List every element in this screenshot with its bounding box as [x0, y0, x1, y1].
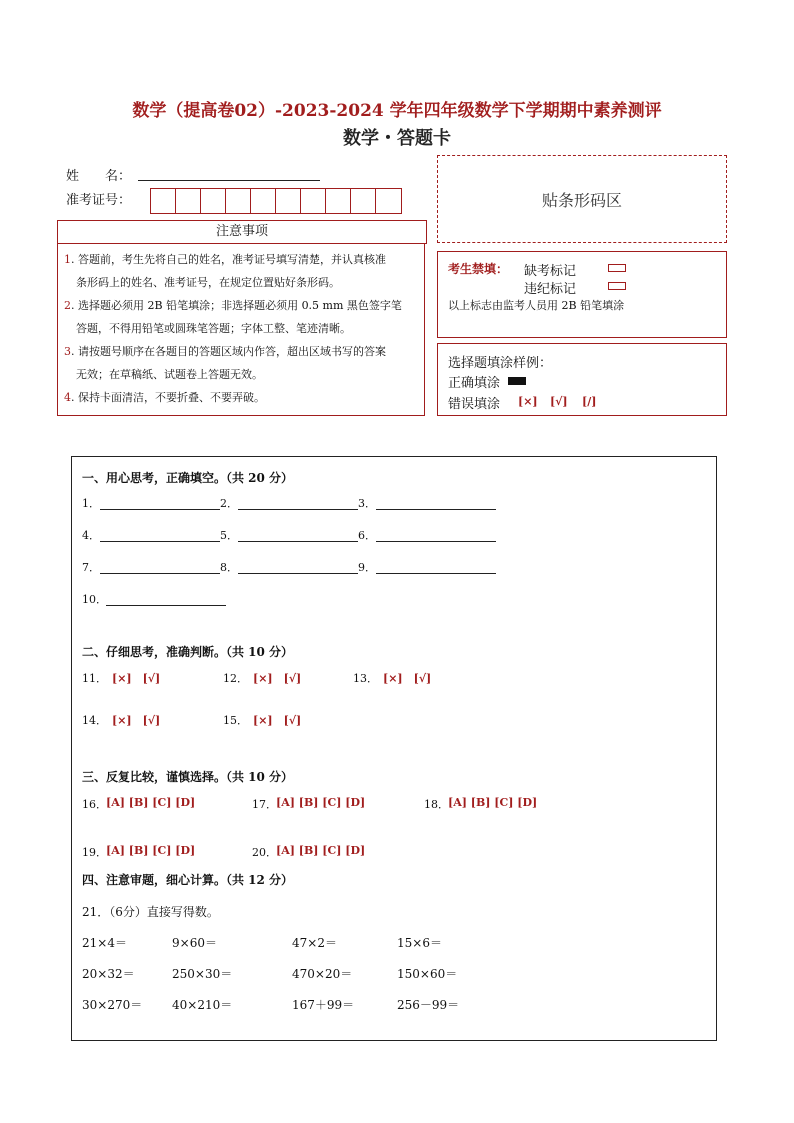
calc-item: 47×2＝: [292, 936, 337, 950]
blank-line[interactable]: [376, 573, 496, 574]
wrong-fill-mark: [√]: [550, 395, 568, 408]
calc-item: 470×20＝: [292, 967, 353, 981]
judge-options[interactable]: [×] [√]: [112, 672, 161, 685]
blank-line[interactable]: [238, 541, 358, 542]
violation-mark-box[interactable]: [608, 282, 626, 290]
question-number: 19．: [82, 846, 107, 859]
examinee-forbidden-box: [437, 251, 727, 338]
blank-number: 5．: [220, 529, 238, 542]
question-21: 21．（6分）直接写得数。: [82, 905, 219, 919]
blank-number: 3．: [358, 497, 376, 510]
notice-text: . 保持卡面清洁，不要折叠、不要弄破。: [71, 391, 265, 404]
choice-options[interactable]: [A] [B] [C] [D]: [448, 796, 538, 809]
notice-num: 4: [64, 391, 71, 404]
forbid-label: 考生禁填：: [448, 262, 509, 276]
question-number: 14．: [82, 714, 107, 727]
notice-num: 1: [64, 253, 71, 266]
calc-item: 15×6＝: [397, 936, 442, 950]
notice-heading: 注意事项: [57, 220, 427, 244]
question-number: 17．: [252, 798, 277, 811]
question-number: 11．: [82, 672, 107, 685]
section-2-title: 二、仔细思考，准确判断。（共 10 分）: [82, 645, 294, 659]
section-3-title: 三、反复比较，谨慎选择。（共 10 分）: [82, 770, 294, 784]
blank-line[interactable]: [100, 509, 220, 510]
id-digit-box[interactable]: [276, 189, 301, 213]
page-title: 数学（提高卷02）-2023-2024 学年四年级数学下学期期中素养测评: [132, 101, 662, 121]
judge-options[interactable]: [×] [√]: [383, 672, 432, 685]
notice-text: . 请按题号顺序在各题目的答题区域内作答，超出区域书写的答案: [71, 345, 386, 358]
question-number: 18．: [424, 798, 449, 811]
question-number: 15．: [223, 714, 248, 727]
notice-item: [64, 294, 418, 317]
blank-number: 2．: [220, 497, 238, 510]
notice-box: [57, 243, 425, 416]
notice-text: . 答题前，考生先将自己的姓名，准考证号填写清楚，并认真核准: [71, 253, 386, 266]
notice-text: . 选择题必须用 2B 铅笔填涂；非选择题必须用 0.5 mm 黑色签字笔: [71, 299, 402, 312]
notice-item: [64, 340, 418, 363]
wrong-fill-mark: [×]: [518, 395, 538, 408]
id-digit-box[interactable]: [176, 189, 201, 213]
calc-item: 167＋99＝: [292, 998, 355, 1012]
question-number: 13．: [353, 672, 378, 685]
blank-number: 1．: [82, 497, 100, 510]
blank-line[interactable]: [376, 541, 496, 542]
blank-line[interactable]: [238, 573, 358, 574]
notice-item: [64, 386, 418, 409]
id-label: 准考证号：: [66, 193, 132, 208]
judge-options[interactable]: [×] [√]: [253, 672, 302, 685]
judge-options[interactable]: [×] [√]: [112, 714, 161, 727]
blank-line[interactable]: [100, 541, 220, 542]
blank-line[interactable]: [100, 573, 220, 574]
id-digit-box[interactable]: [326, 189, 351, 213]
blank-number: 4．: [82, 529, 100, 542]
notice-num: 2: [64, 299, 71, 312]
question-number: 20．: [252, 846, 277, 859]
barcode-label: 贴条形码区: [541, 190, 622, 210]
notice-item: [64, 248, 418, 271]
notice-item-cont: 答题，不得用铅笔或圆珠笔答题；字体工整、笔迹清晰。: [76, 322, 351, 335]
question-number: 16．: [82, 798, 107, 811]
notice-num: 3: [64, 345, 71, 358]
calc-item: 40×210＝: [172, 998, 233, 1012]
calc-item: 9×60＝: [172, 936, 217, 950]
absent-mark-label: 缺考标记: [524, 264, 577, 279]
blank-line[interactable]: [106, 605, 226, 606]
barcode-area: [437, 155, 727, 243]
id-digit-box[interactable]: [301, 189, 326, 213]
choice-options[interactable]: [A] [B] [C] [D]: [106, 844, 196, 857]
forbid-note: 以上标志由监考人员用 2B 铅笔填涂: [448, 299, 625, 312]
id-digit-box[interactable]: [151, 189, 176, 213]
choice-options[interactable]: [A] [B] [C] [D]: [106, 796, 196, 809]
blank-line[interactable]: [376, 509, 496, 510]
id-digit-box[interactable]: [251, 189, 276, 213]
answer-area: [71, 456, 717, 1041]
calc-item: 250×30＝: [172, 967, 233, 981]
choice-options[interactable]: [A] [B] [C] [D]: [276, 844, 366, 857]
question-number: 12．: [223, 672, 248, 685]
calc-item: 30×270＝: [82, 998, 143, 1012]
violation-mark-label: 违纪标记: [524, 282, 577, 297]
id-digit-box[interactable]: [376, 189, 401, 213]
calc-item: 20×32＝: [82, 967, 135, 981]
judge-options[interactable]: [×] [√]: [253, 714, 302, 727]
calc-item: 21×4＝: [82, 936, 127, 950]
wrong-fill-mark: [/]: [582, 395, 597, 408]
correct-fill-mark: [508, 377, 526, 385]
id-number-boxes[interactable]: [150, 188, 402, 214]
id-digit-box[interactable]: [226, 189, 251, 213]
notice-item-cont: 无效；在草稿纸、试题卷上答题无效。: [76, 368, 263, 381]
page-subtitle: 数学・答题卡: [343, 128, 451, 149]
name-field[interactable]: [138, 180, 320, 181]
correct-fill-label: 正确填涂: [448, 376, 501, 391]
blank-line[interactable]: [238, 509, 358, 510]
sample-heading: 选择题填涂样例：: [448, 356, 553, 371]
blank-number: 6．: [358, 529, 376, 542]
absent-mark-box[interactable]: [608, 264, 626, 272]
section-1-title: 一、用心思考，正确填空。（共 20 分）: [82, 471, 294, 485]
choice-options[interactable]: [A] [B] [C] [D]: [276, 796, 366, 809]
section-4-title: 四、注意审题，细心计算。（共 12 分）: [82, 873, 294, 887]
fill-sample-box: [437, 343, 727, 416]
notice-item-cont: 条形码上的姓名、准考证号，在规定位置贴好条形码。: [76, 276, 340, 289]
blank-number: 9．: [358, 561, 376, 574]
wrong-fill-label: 错误填涂: [448, 397, 501, 412]
blank-number: 8．: [220, 561, 238, 574]
blank-number: 10．: [82, 593, 107, 606]
id-digit-box[interactable]: [351, 189, 376, 213]
blank-number: 7．: [82, 561, 100, 574]
calc-item: 256－99＝: [397, 998, 460, 1012]
id-digit-box[interactable]: [201, 189, 226, 213]
calc-item: 150×60＝: [397, 967, 458, 981]
name-label: 姓 名：: [66, 169, 132, 184]
